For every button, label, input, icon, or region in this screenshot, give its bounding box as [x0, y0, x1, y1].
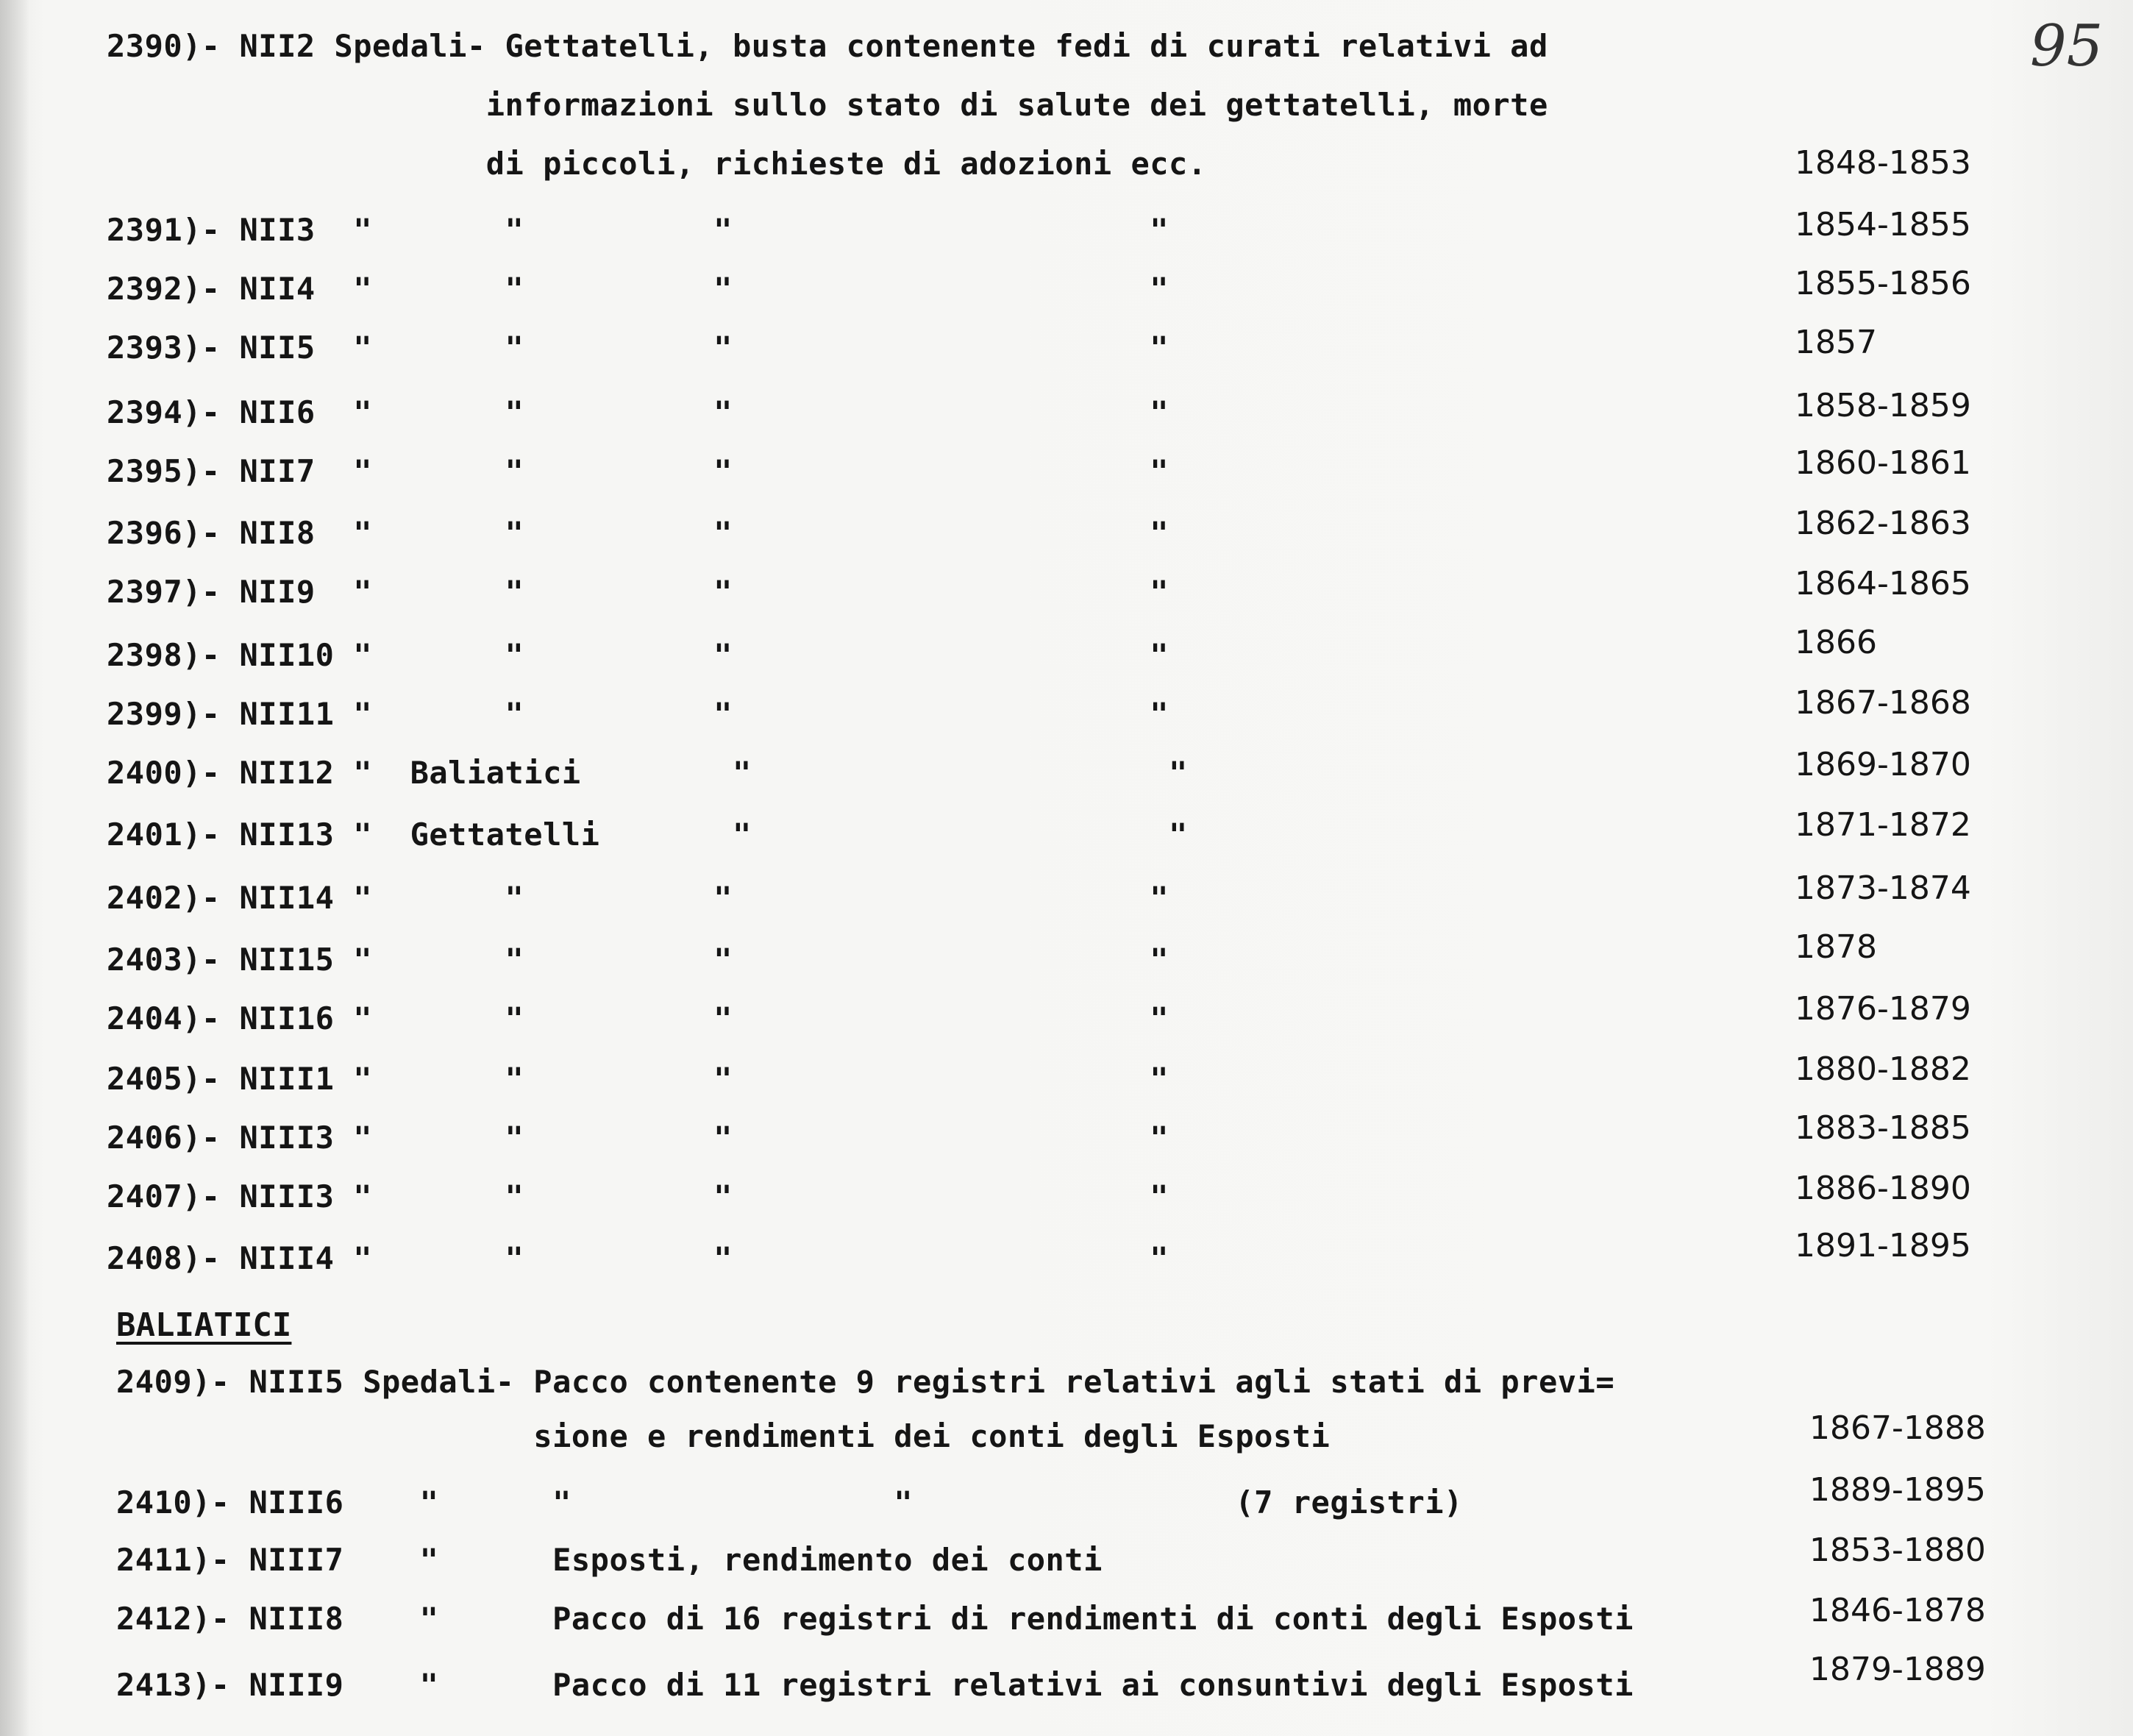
entry-date: 1873-1874: [1795, 869, 1971, 907]
page-edge-shadow: [0, 0, 29, 1736]
entry-line: 2403)- NII15 " " " ": [107, 942, 1169, 978]
entry-line: 2401)- NII13 " Gettatelli " ": [107, 817, 1188, 853]
entry-line: 2395)- NII7 " " " ": [107, 453, 1169, 489]
entry-line: 2392)- NII4 " " " ": [107, 271, 1169, 307]
entry-line: 2412)- NIII8 " Pacco di 16 registri di rendimenti di conti degli Esposti: [116, 1601, 1634, 1637]
entry-line: 2398)- NII10 " " " ": [107, 637, 1169, 673]
entry-line: 2407)- NIII3 " " " ": [107, 1178, 1169, 1214]
entry-date: 1883-1885: [1795, 1109, 1971, 1147]
entry-date: 1858-1859: [1795, 387, 1971, 424]
entry-date: 1871-1872: [1795, 806, 1971, 844]
entry-line: 2406)- NIII3 " " " ": [107, 1120, 1169, 1156]
entry-line: 2390)- NII2 Spedali- Gettatelli, busta contenente fedi di curati relativi ad: [107, 28, 1548, 64]
page-number: 95: [2030, 13, 2104, 79]
entry-date: 1878: [1795, 928, 1877, 966]
entry-date: 1864-1865: [1795, 565, 1971, 602]
entry-date: 1862-1863: [1795, 505, 1971, 542]
section-heading: BALIATICI: [116, 1306, 292, 1344]
entry-line: 2413)- NIII9 " Pacco di 11 registri relativi ai consuntivi degli Esposti: [116, 1667, 1634, 1703]
entry-line: di piccoli, richieste di adozioni ecc.: [107, 146, 1207, 182]
entry-line: 2397)- NII9 " " " ": [107, 574, 1169, 610]
entry-line: 2396)- NII8 " " " ": [107, 515, 1169, 551]
entry-date: 1848-1853: [1795, 144, 1971, 182]
entry-line: informazioni sullo stato di salute dei gettatelli, morte: [107, 87, 1548, 123]
entry-date: 1857: [1795, 324, 1877, 361]
entry-line: 2391)- NII3 " " " ": [107, 212, 1169, 248]
entry-line: 2409)- NIII5 Spedali- Pacco contenente 9 registri relativi agli stati di previ=: [116, 1364, 1615, 1400]
entry-line: 2399)- NII11 " " " ": [107, 696, 1169, 732]
entry-line: 2405)- NIII1 " " " ": [107, 1061, 1169, 1097]
entry-date: 1853-1880: [1809, 1532, 1986, 1569]
entry-date: 1860-1861: [1795, 444, 1971, 482]
entry-line: sione e rendimenti dei conti degli Esposti: [116, 1418, 1331, 1454]
entry-date: 1891-1895: [1795, 1227, 1971, 1264]
entry-line: 2402)- NII14 " " " ": [107, 880, 1169, 916]
entry-line: 2394)- NII6 " " " ": [107, 394, 1169, 430]
entry-date: 1869-1870: [1795, 746, 1971, 783]
entry-line: 2400)- NII12 " Baliatici " ": [107, 755, 1188, 791]
entry-date: 1867-1868: [1795, 684, 1971, 722]
entry-line: 2408)- NIII4 " " " ": [107, 1240, 1169, 1276]
entry-date: 1867-1888: [1809, 1409, 1986, 1447]
entry-date: 1876-1879: [1795, 990, 1971, 1028]
entry-date: 1855-1856: [1795, 265, 1971, 302]
entry-date: 1889-1895: [1809, 1471, 1986, 1509]
entry-date: 1846-1878: [1809, 1592, 1986, 1629]
entry-date: 1879-1889: [1809, 1651, 1986, 1688]
entry-date: 1880-1882: [1795, 1050, 1971, 1088]
entry-line: 2410)- NIII6 " " " (7 registri): [116, 1484, 1463, 1520]
entry-date: 1866: [1795, 624, 1877, 661]
entry-line: 2393)- NII5 " " " ": [107, 330, 1169, 366]
entry-date: 1886-1890: [1795, 1170, 1971, 1207]
entry-line: 2411)- NIII7 " Esposti, rendimento dei conti: [116, 1542, 1103, 1578]
entry-date: 1854-1855: [1795, 206, 1971, 243]
entry-line: 2404)- NII16 " " " ": [107, 1000, 1169, 1036]
